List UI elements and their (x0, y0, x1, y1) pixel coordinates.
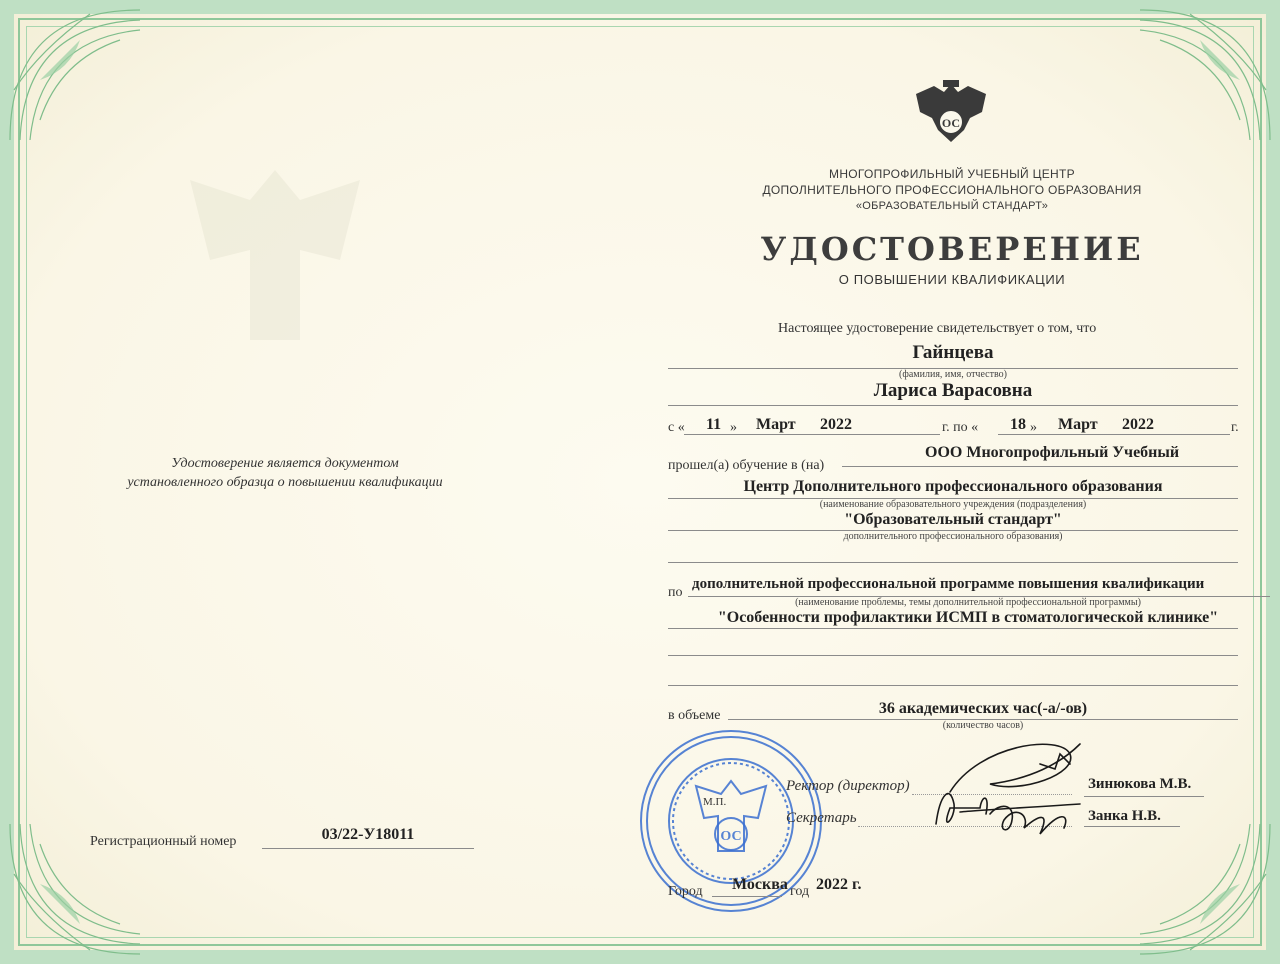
city-value: Москва (732, 876, 788, 893)
name-underline (668, 405, 1238, 406)
volume-value: 36 академических час(-а/-ов) (878, 700, 1088, 717)
year-label: год (790, 884, 810, 899)
org-line2: ДОПОЛНИТЕЛЬНОГО ПРОФЕССИОНАЛЬНОГО ОБРАЗОВАНИЯ (762, 183, 1142, 197)
mp-label: М.П. (703, 796, 727, 808)
from-day: 11 (706, 416, 722, 433)
rector-name: Зинюкова М.В. (1088, 776, 1192, 792)
program-line2: "Особенности профилактики ИСМП в стоматологической клинике" (717, 609, 1219, 626)
registration-underline (262, 848, 474, 849)
fio-caption: (фамилия, имя, отчество) (899, 369, 1007, 380)
stamp-letters: ОС (720, 829, 742, 844)
institution-caption: (наименование образовательного учреждения (подразделения) (819, 499, 1087, 510)
year-value: 2022 г. (816, 876, 862, 893)
program-underline2 (668, 628, 1238, 629)
corner-ornament-top-right (1130, 0, 1280, 150)
document-title: УДОСТОВЕРЕНИЕ (760, 230, 1144, 268)
from-close: » (730, 420, 737, 435)
to-year: 2022 (1122, 416, 1154, 433)
from-prefix: с « (668, 420, 685, 435)
org-header (760, 166, 1144, 214)
eagle-emblem-icon (908, 78, 994, 150)
institution-caption2: дополнительного профессионального образования) (843, 531, 1063, 542)
institution-line1: ООО Многопрофильный Учебный (925, 444, 1180, 461)
emblem-text: ОС (941, 116, 961, 130)
from-month: Март (756, 416, 796, 433)
corner-ornament-bottom-right (1130, 814, 1280, 964)
to-day: 18 (1010, 416, 1026, 433)
org-line1: МНОГОПРОФИЛЬНЫЙ УЧЕБНЫЙ ЦЕНТР (829, 167, 1075, 181)
document-subtitle: О ПОВЫШЕНИИ КВАЛИФИКАЦИИ (838, 272, 1066, 287)
from-underline (684, 434, 940, 435)
secretary-label: Секретарь (786, 810, 857, 826)
intro-text: Настоящее удостоверение свидетельствует о том, что (778, 321, 1097, 336)
rector-label: Ректор (директор) (786, 778, 910, 794)
blank-line (668, 562, 1238, 563)
to-month: Март (1058, 416, 1098, 433)
institution-line2: Центр Дополнительного профессионального образования (743, 478, 1163, 495)
handwritten-signatures-icon (920, 724, 1110, 864)
org-line3: «ОБРАЗОВАТЕЛЬНЫЙ СТАНДАРТ» (855, 200, 1049, 212)
institution-underline1 (842, 466, 1238, 467)
volume-caption: (количество часов) (942, 720, 1024, 731)
year-suffix: г. (1231, 420, 1239, 435)
to-close: » (1030, 420, 1037, 435)
program-underline4 (668, 685, 1238, 686)
corner-ornament-top-left (0, 0, 150, 150)
registration-label: Регистрационный номер (90, 834, 237, 849)
registration-number: 03/22-У18011 (321, 826, 415, 843)
left-note (90, 454, 480, 492)
to-prefix: г. по « (942, 420, 979, 435)
left-note-line2: установленного образца о повышении квалификации (127, 475, 443, 490)
date-row (668, 416, 1243, 440)
name-value: Лариса Варасовна (873, 380, 1033, 401)
secretary-name: Занка Н.В. (1088, 808, 1161, 824)
program-prefix: по (668, 585, 683, 600)
city-label: Город (668, 884, 703, 899)
left-note-line1: Удостоверение является документом (171, 456, 399, 471)
to-underline (998, 434, 1230, 435)
city-underline (712, 896, 782, 897)
from-year: 2022 (820, 416, 852, 433)
institution-line3: "Образовательный стандарт" (844, 511, 1062, 528)
surname-value: Гайнцева (912, 342, 994, 363)
program-caption: (наименование проблемы, темы дополнительной профессиональной программы) (795, 597, 1141, 608)
program-underline3 (668, 655, 1238, 656)
volume-label: в объеме (668, 708, 721, 723)
trained-label: прошел(а) обучение в (на) (668, 458, 825, 473)
program-line1: дополнительной профессиональной программе повышения квалификации (692, 576, 1205, 592)
eagle-watermark-icon (150, 140, 400, 370)
